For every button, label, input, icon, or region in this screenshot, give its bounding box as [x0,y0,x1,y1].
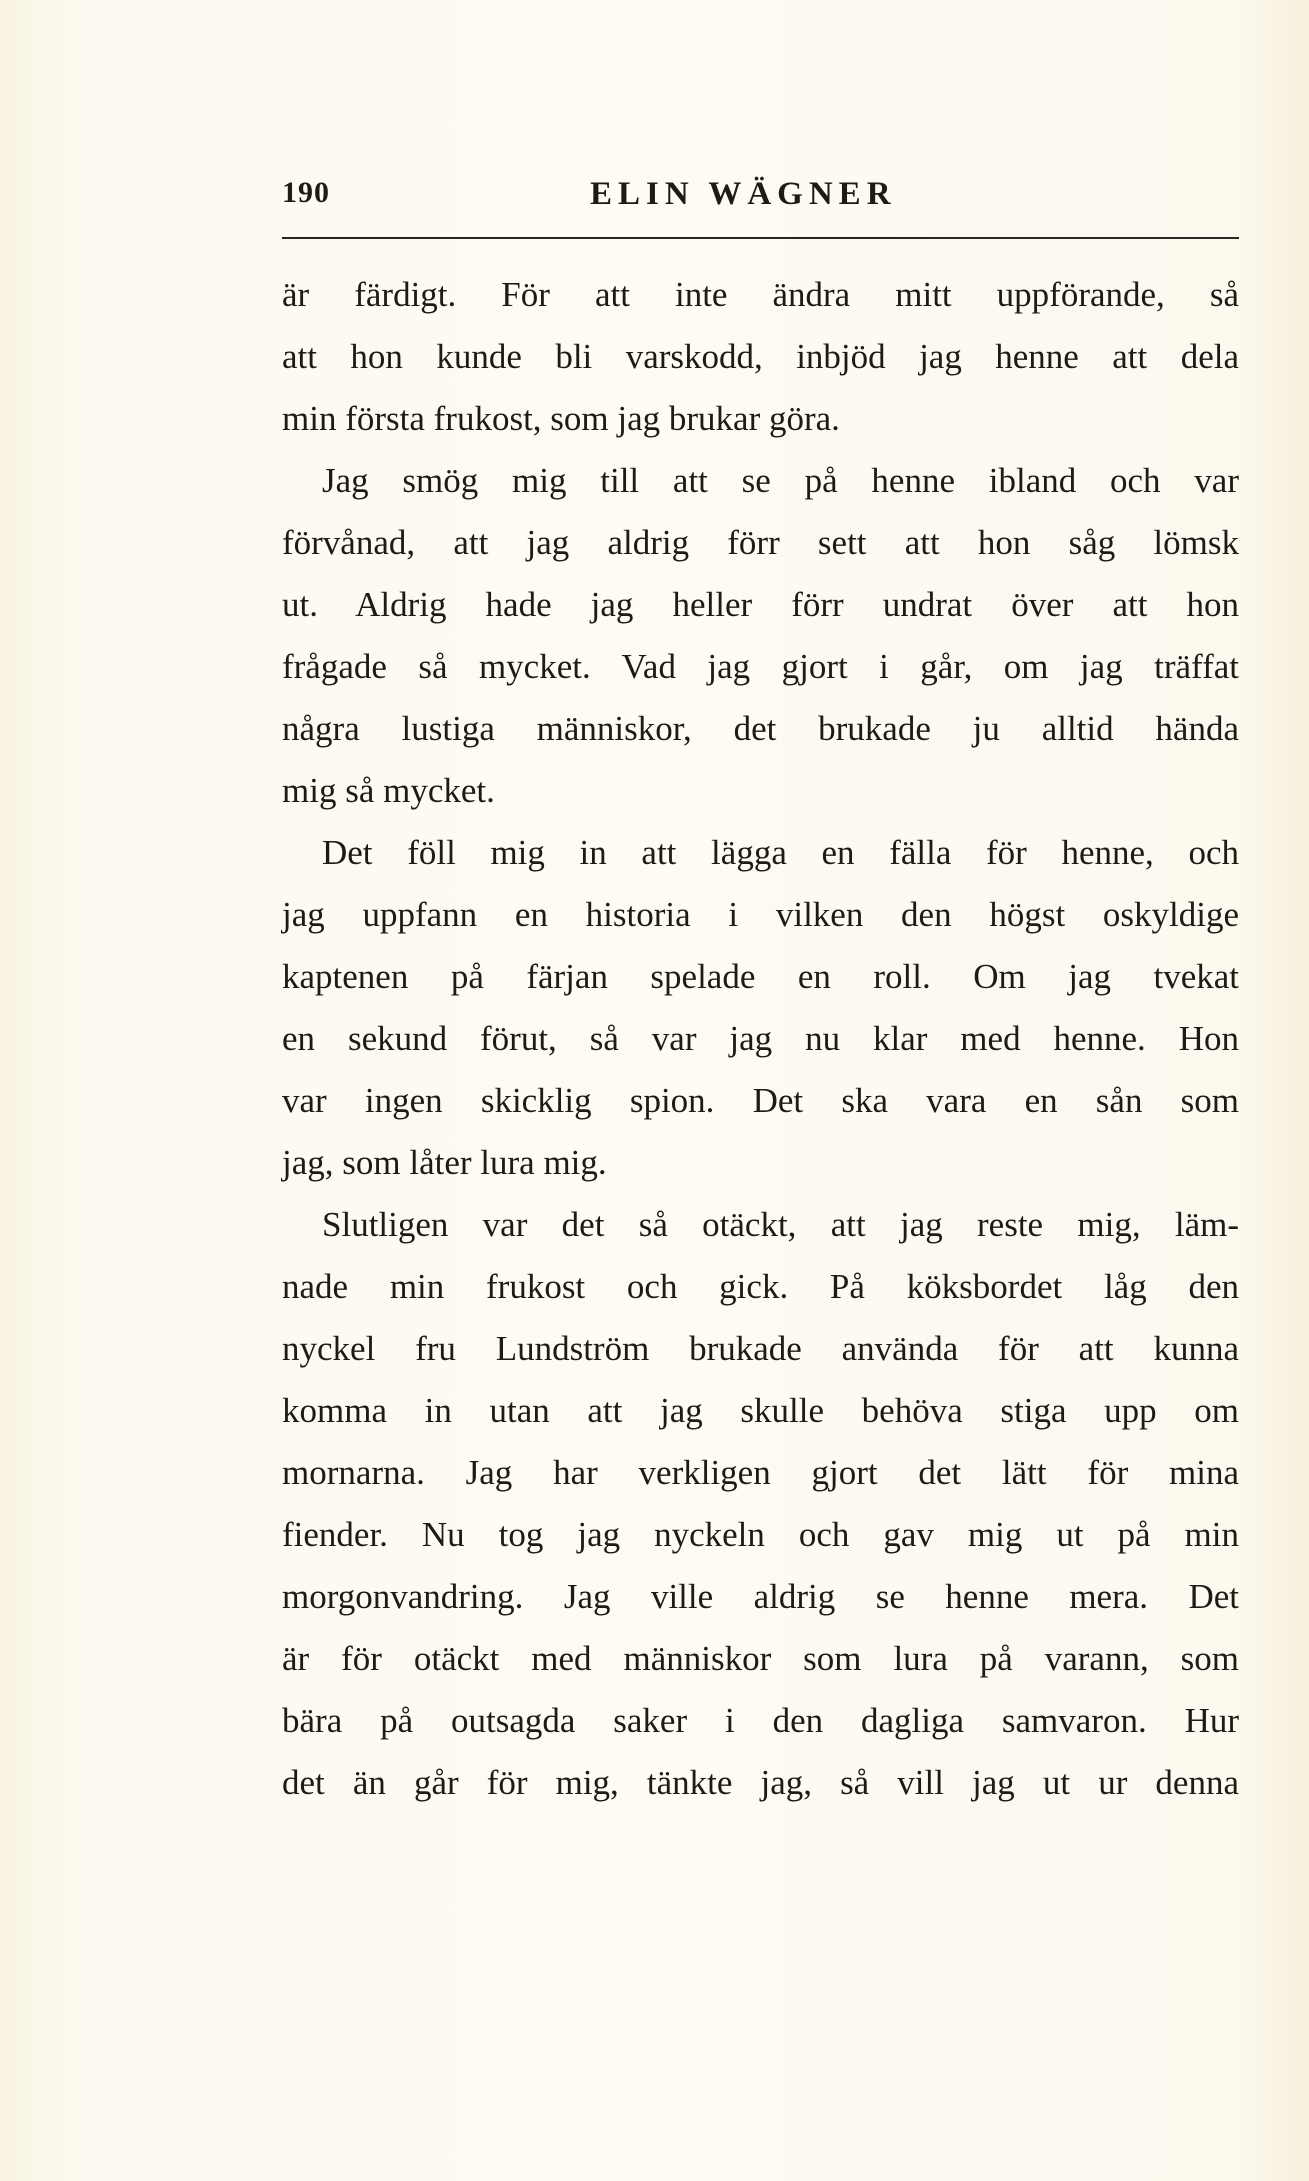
paragraph-3 [282,822,1239,1194]
paragraph-2 [282,450,1239,822]
text-line: några lustiga människor, det brukade ju alltid hända [282,709,1239,748]
text-line: frågade så mycket. Vad jag gjort i går, om jag träffat [282,647,1239,686]
text-line: komma in utan att jag skulle behöva stiga upp om [282,1391,1239,1430]
text-line: Det föll mig in att lägga en fälla för henne, och [322,833,1239,872]
text-line: är färdigt. För att inte ändra mitt uppförande, så [282,275,1239,314]
text-line: Jag smög mig till att se på henne ibland och var [322,461,1239,500]
text-line: att hon kunde bli varskodd, inbjöd jag henne att dela [282,337,1239,376]
text-line: fiender. Nu tog jag nyckeln och gav mig ut på min [282,1515,1239,1554]
text-line: min första frukost, som jag brukar göra. [282,399,840,438]
header-rule [282,237,1239,239]
text-line: nade min frukost och gick. På köksbordet låg den [282,1267,1239,1306]
text-line: förvånad, att jag aldrig förr sett att hon såg lömsk [282,523,1239,562]
text-line: jag uppfann en historia i vilken den högst oskyldige [282,895,1239,934]
paragraph-4 [282,1194,1239,1814]
body-text [282,264,1239,1814]
text-line: en sekund förut, så var jag nu klar med henne. Hon [282,1019,1239,1058]
text-line: nyckel fru Lundström brukade använda för att kunna [282,1329,1239,1368]
text-line: jag, som låter lura mig. [282,1143,607,1182]
page-number: 190 [282,176,330,209]
text-line: mornarna. Jag har verkligen gjort det lätt för mina [282,1453,1239,1492]
text-line: bära på outsagda saker i den dagliga samvaron. Hur [282,1701,1239,1740]
text-line: ut. Aldrig hade jag heller förr undrat över att hon [282,585,1239,624]
text-line: var ingen skicklig spion. Det ska vara en sån som [282,1081,1239,1120]
text-line: Slutligen var det så otäckt, att jag reste mig, läm- [322,1205,1239,1244]
text-line: det än går för mig, tänkte jag, så vill jag ut ur denna [282,1763,1239,1802]
text-line: mig så mycket. [282,771,495,810]
text-line: kaptenen på färjan spelade en roll. Om jag tvekat [282,957,1239,996]
running-title: ELIN WÄGNER [590,176,897,212]
paragraph-1 [282,264,1239,450]
page-header [282,176,1239,220]
text-line: morgonvandring. Jag ville aldrig se henne mera. Det [282,1577,1239,1616]
text-line: är för otäckt med människor som lura på varann, som [282,1639,1239,1678]
